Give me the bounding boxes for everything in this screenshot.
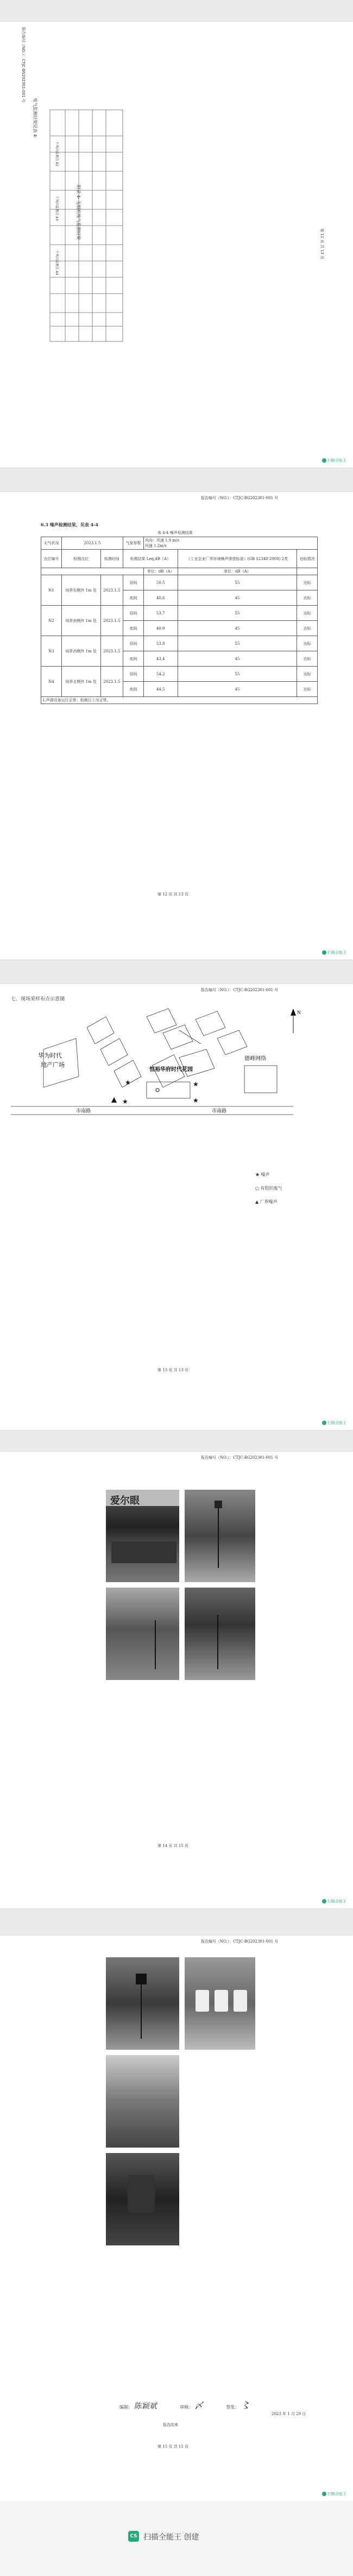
value: 40.6 [143, 590, 178, 606]
compiler-signature: 陈颖斌 [134, 2402, 157, 2411]
standard: 55 [178, 575, 297, 590]
reviewer-label: 审核： [180, 2405, 193, 2410]
brand-logo-icon [322, 458, 326, 463]
period: 昼间 [123, 636, 144, 651]
value: 43.4 [143, 651, 178, 667]
col-header: 检测点位 [61, 550, 100, 568]
table-note: 1.声源设备运行正常：检测日工况正常。 [41, 697, 318, 704]
site-photo-bucket [106, 2153, 179, 2245]
point-name: 场界南侧外 1m 处 [61, 606, 100, 636]
brand-logo-icon [322, 950, 326, 955]
period: 夜间 [123, 651, 144, 667]
value: 44.5 [143, 682, 178, 697]
cell: 2023.1.5 [61, 537, 123, 550]
section-title: 6.3 噪声检测结果，见表 4-4 [41, 522, 98, 527]
noise-point-star-icon: ★ [125, 1079, 131, 1086]
col-header: 点位编号 [41, 550, 62, 568]
brand-watermark: 扫描全能王 [322, 1899, 346, 1904]
site-photo-sampler [106, 1957, 179, 2050]
standard: 45 [178, 651, 297, 667]
result: 达标 [297, 621, 318, 636]
point-id: N1 [41, 575, 62, 606]
approval-date: 2023 年 1 月 29 日 [272, 2412, 306, 2416]
date: 2023.1.5 [100, 575, 123, 606]
brand-watermark: 扫描全能王 [322, 950, 346, 955]
page-header: 报告编号（NO.）：CTJC-BG202301-001 号 [201, 1939, 279, 1944]
date: 2023.1.5 [100, 606, 123, 636]
result: 达标 [297, 682, 318, 697]
result: 达标 [297, 667, 318, 682]
report-page-3 [0, 984, 353, 1430]
page-header: 报告编号（NO.）：CTJC-BG202301-001 号 [201, 1455, 279, 1460]
exhaust-point-icon [156, 1088, 159, 1092]
table-title: 表 4-4 噪声检测结果 [157, 531, 193, 535]
page-number: 第 15 页 共 15 页 [157, 2444, 188, 2449]
brand-logo-icon [322, 1421, 326, 1425]
map-label-site: 恒裕华府时代花园 [149, 1067, 193, 1073]
standard: 45 [178, 682, 297, 697]
result: 达标 [297, 606, 318, 621]
date: 2023.1.5 [100, 636, 123, 667]
value: 40.9 [143, 621, 178, 636]
reviewer-signature: 〆 [194, 2400, 203, 2411]
point-name: 场界西侧外 1m 处 [61, 636, 100, 667]
col-header-a2: 下风向监测点 A2 [55, 141, 59, 166]
map-label: 德峰网络 [244, 1056, 266, 1062]
page-number: 第 12 页 共 13 页 [157, 892, 188, 897]
north-label: N [297, 1010, 301, 1015]
period: 夜间 [123, 621, 144, 636]
cell: 气象参数 [123, 537, 144, 550]
page-header: 报告编号（NO.）：CTJC-BG202301-001 号 [201, 496, 279, 500]
period: 昼间 [123, 667, 144, 682]
point-name: 场界北侧外 1m 处 [61, 667, 100, 697]
site-photo-bottles [185, 1957, 255, 2050]
page-number: 第 11 页 共 13 页 [320, 228, 324, 259]
map-label: 地产广场 [41, 1061, 65, 1068]
site-photo-waterfront [106, 2055, 179, 2148]
period: 昼间 [123, 575, 144, 590]
value: 53.8 [143, 636, 178, 651]
period: 昼间 [123, 606, 144, 621]
col-header: 检测时间 [100, 550, 123, 568]
noise-table [41, 537, 318, 704]
page-header: 报告编号（NO.）：CTJC-BG202301-001 号 [21, 27, 26, 103]
col-header: 《工业企业厂界环境噪声排放标准》(GB 12348-2008) 2类 [178, 550, 297, 568]
date: 2023.1.5 [100, 667, 123, 697]
site-photo-tripod [185, 1490, 255, 1582]
road-label: 市南路 [212, 1109, 227, 1114]
section-title: 七、现场采样布点示意图 [11, 997, 65, 1002]
legend-item: ★ 噪声 [255, 1172, 270, 1177]
result: 达标 [297, 590, 318, 606]
standard: 55 [178, 667, 297, 682]
rotated-air-table [49, 109, 125, 343]
value: 53.7 [143, 606, 178, 621]
sampling-site-map [11, 1006, 315, 1125]
brand-logo-icon [322, 1899, 326, 1903]
col-header-a4: 下风向监测点 A4 [55, 250, 59, 275]
page-number: 第 14 页 共 15 页 [157, 1844, 188, 1848]
cell: 天气状况 [41, 537, 62, 550]
point-id: N4 [41, 667, 62, 697]
scanner-logo-icon: CS [128, 2531, 139, 2542]
standard: 45 [178, 621, 297, 636]
point-name: 场界东侧外 1m 处 [61, 575, 100, 606]
noise-point-star-icon: ★ [193, 1080, 199, 1088]
scanner-footer [0, 2501, 353, 2576]
approver-signature: 〻 [240, 2400, 250, 2411]
result: 达标 [297, 575, 318, 590]
noise-point-star-icon: ★ [122, 1098, 128, 1105]
store-sign-text: 爱尔眼 [110, 1495, 140, 1507]
noise-point-star-icon: ★ [193, 1097, 199, 1104]
signature-row [119, 2398, 250, 2412]
period: 夜间 [123, 590, 144, 606]
col-header: 检测结果 Leq,dB（A） [123, 550, 178, 568]
report-page-2 [0, 492, 353, 960]
report-end: 报告结束 [163, 2423, 178, 2427]
report-page-5 [0, 1936, 353, 2501]
result: 达标 [297, 651, 318, 667]
value: 50.5 [143, 575, 178, 590]
report-page-1 [0, 22, 353, 468]
approver-label: 签发： [226, 2405, 239, 2410]
standard: 45 [178, 590, 297, 606]
standard: 55 [178, 636, 297, 651]
brand-watermark: 扫描全能王 [322, 1420, 346, 1426]
site-photo-street [106, 1588, 179, 1680]
cell: 风向：风速 1.9 m/s 风速 1.2m/s [143, 537, 317, 550]
map-label: 华为时代 [38, 1052, 62, 1059]
site-photo-storefront [106, 1490, 179, 1582]
point-id: N3 [41, 636, 62, 667]
units: 单位：dB（A） [143, 568, 178, 575]
boundary-noise-icon [111, 1097, 117, 1103]
col-header: 达标情况 [297, 550, 318, 568]
brand-logo-icon [322, 2492, 326, 2496]
table-title: 附录 4- 无组织废气监测结果 [76, 185, 81, 240]
site-photo-trees [185, 1588, 255, 1680]
compiler-label: 编制： [119, 2405, 133, 2410]
page-header: 报告编号（NO.）：CTJC-BG202301-001 号 [201, 988, 279, 992]
legend-item: ▲ 厂界噪声 [255, 1199, 278, 1204]
report-page-4 [0, 1452, 353, 1908]
point-id: N2 [41, 606, 62, 636]
legend-item: ○ 有组织废气 [255, 1186, 282, 1191]
period: 夜间 [123, 682, 144, 697]
value: 54.2 [143, 667, 178, 682]
brand-watermark: 扫描全能王 [322, 458, 346, 463]
units: 单位：dB（A） [178, 568, 297, 575]
col-header-a3: 下风向监测点 A3 [55, 196, 59, 221]
standard: 55 [178, 606, 297, 621]
page-number: 第 13 页 共 13 页 [157, 1368, 188, 1372]
scanner-footer-text: 扫描全能王 创建 [143, 2533, 199, 2542]
result: 达标 [297, 636, 318, 651]
road-label: 市南路 [76, 1109, 91, 1114]
brand-watermark: 扫描全能王 [322, 2491, 346, 2497]
section-title: 废气监测结果见表 4- [33, 98, 37, 139]
